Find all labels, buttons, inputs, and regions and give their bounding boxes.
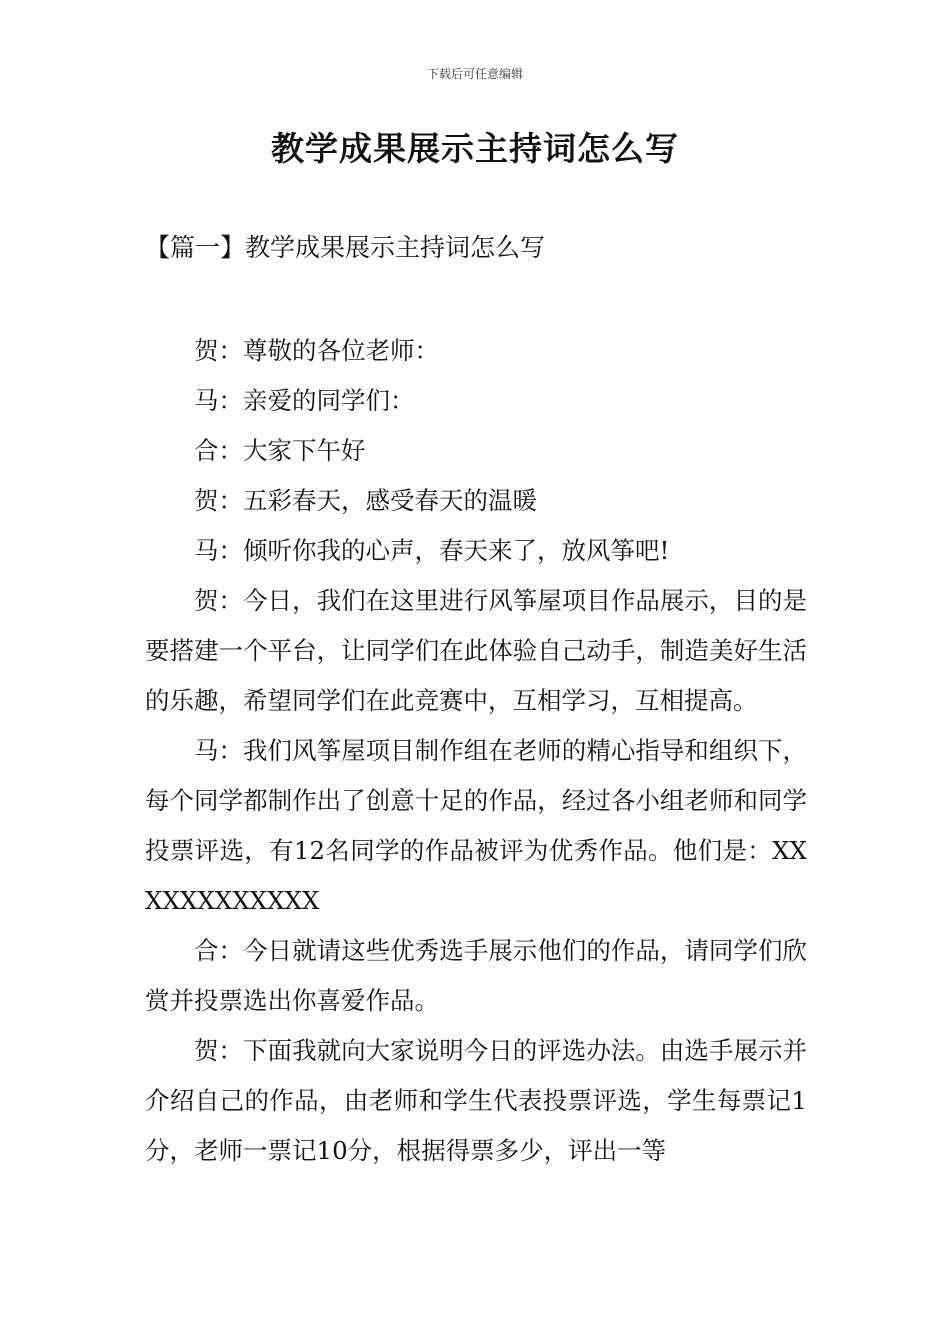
purpose-paragraph: 贺：今日，我们在这里进行风筝屋项目作品展示，目的是要搭建一个平台，让同学们在此体验自己动手，制造美好生活的乐趣，希望同学们在此竞赛中，互相学习，互相提高。 <box>145 586 807 715</box>
greeting-students: 马：亲爱的同学们： <box>194 386 415 415</box>
document-body <box>145 326 807 1176</box>
section-heading: 【篇一】教学成果展示主持词怎么写 <box>145 233 546 262</box>
kite-line: 马：倾听你我的心声，春天来了，放风筝吧! <box>194 536 670 565</box>
header-note: 下载后可任意编辑 <box>426 67 523 81</box>
invitation-paragraph: 合：今日就请这些优秀选手展示他们的作品，请同学们欣赏并投票选出你喜爱作品。 <box>145 936 807 1015</box>
spring-line: 贺：五彩春天，感受春天的温暖 <box>194 486 537 515</box>
greeting-teachers: 贺：尊敬的各位老师： <box>194 336 439 365</box>
document-title: 教学成果展示主持词怎么写 <box>271 129 679 168</box>
voting-rules-paragraph: 贺：下面我就向大家说明今日的评选办法。由选手展示并介绍自己的作品，由老师和学生代表投票评选，学生每票记1分，老师一票记10分，根据得票多少，评出一等 <box>145 1036 807 1165</box>
winners-paragraph: 马：我们风筝屋项目制作组在老师的精心指导和组织下，每个同学都制作出了创意十足的作品，经过各小组老师和同学投票评选，有12名同学的作品被评为优秀作品。他们是：XXXXXXXXXXXX <box>145 736 807 915</box>
greeting-all: 合：大家下午好 <box>194 436 366 465</box>
